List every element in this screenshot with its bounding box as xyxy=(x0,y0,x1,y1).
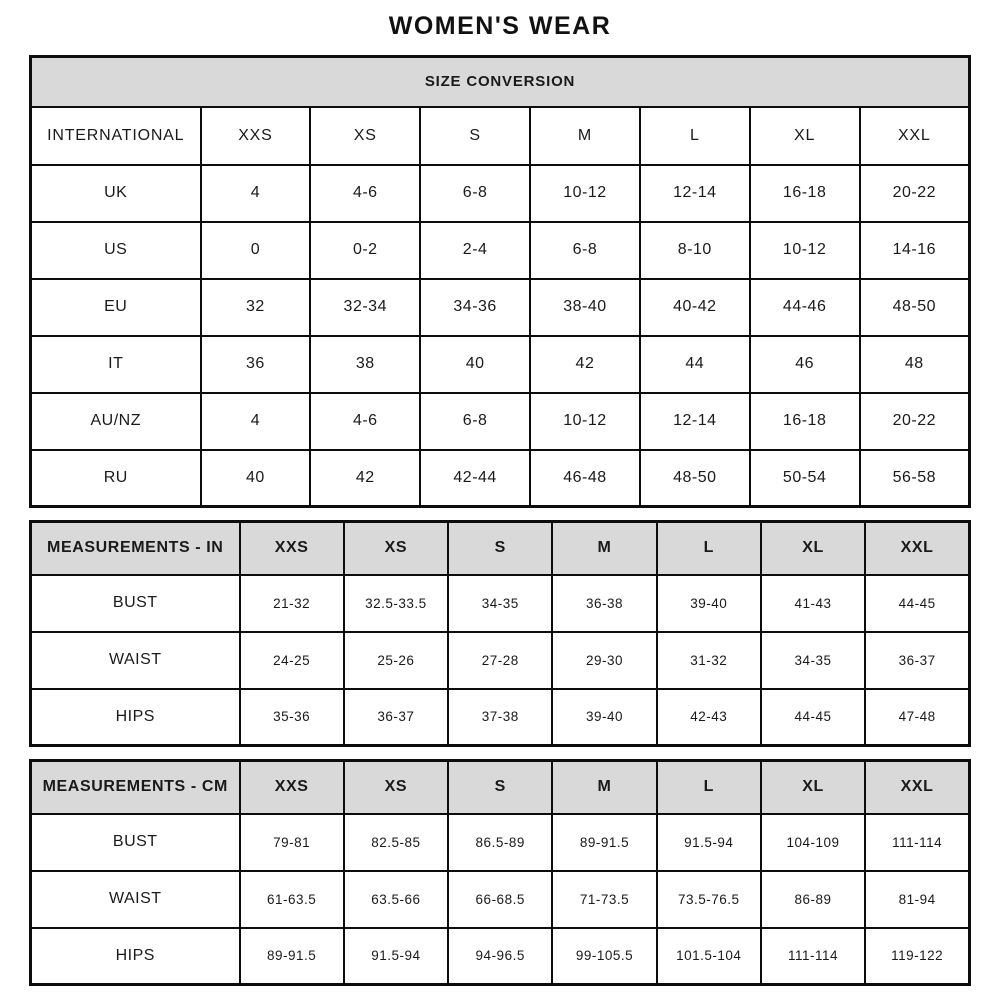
column-header-size: XS xyxy=(344,522,448,575)
row-label-measurement: HIPS xyxy=(31,928,240,985)
size-value-cell: 10-12 xyxy=(530,165,640,222)
row-label-region: US xyxy=(31,222,201,279)
measurement-value-cell: 29-30 xyxy=(552,632,656,689)
measurement-value-cell: 104-109 xyxy=(761,814,865,871)
column-header-size: S xyxy=(420,107,530,165)
column-header-size: XXL xyxy=(865,761,969,814)
measurement-value-cell: 37-38 xyxy=(448,689,552,746)
size-value-cell: 42 xyxy=(530,336,640,393)
table-row xyxy=(31,450,970,507)
size-value-cell: 38-40 xyxy=(530,279,640,336)
measurement-value-cell: 86-89 xyxy=(761,871,865,928)
size-conversion-banner: SIZE CONVERSION xyxy=(31,57,970,107)
size-value-cell: 46 xyxy=(750,336,860,393)
column-header-size: XS xyxy=(310,107,420,165)
size-value-cell: 48-50 xyxy=(860,279,970,336)
measurement-value-cell: 86.5-89 xyxy=(448,814,552,871)
row-label-measurement: HIPS xyxy=(31,689,240,746)
measurement-value-cell: 24-25 xyxy=(240,632,344,689)
measurement-value-cell: 44-45 xyxy=(865,575,969,632)
measurement-value-cell: 81-94 xyxy=(865,871,969,928)
row-label-measurement: BUST xyxy=(31,575,240,632)
size-value-cell: 40-42 xyxy=(640,279,750,336)
table-row xyxy=(31,57,970,107)
measurement-value-cell: 79-81 xyxy=(240,814,344,871)
size-value-cell: 40 xyxy=(201,450,311,507)
size-value-cell: 34-36 xyxy=(420,279,530,336)
column-header-size: L xyxy=(640,107,750,165)
measurement-value-cell: 41-43 xyxy=(761,575,865,632)
size-value-cell: 20-22 xyxy=(860,393,970,450)
size-value-cell: 20-22 xyxy=(860,165,970,222)
measurement-value-cell: 36-37 xyxy=(344,689,448,746)
table-row xyxy=(31,336,970,393)
column-header-size: XXL xyxy=(860,107,970,165)
measurement-value-cell: 21-32 xyxy=(240,575,344,632)
size-value-cell: 36 xyxy=(201,336,311,393)
measurement-value-cell: 82.5-85 xyxy=(344,814,448,871)
size-value-cell: 4 xyxy=(201,165,311,222)
size-value-cell: 44-46 xyxy=(750,279,860,336)
size-value-cell: 10-12 xyxy=(750,222,860,279)
column-header-size: M xyxy=(552,522,656,575)
measurement-value-cell: 39-40 xyxy=(552,689,656,746)
size-value-cell: 4 xyxy=(201,393,311,450)
measurement-value-cell: 25-26 xyxy=(344,632,448,689)
table-row xyxy=(31,761,970,814)
measurement-value-cell: 94-96.5 xyxy=(448,928,552,985)
measurement-value-cell: 101.5-104 xyxy=(657,928,761,985)
column-header-size: L xyxy=(657,761,761,814)
size-value-cell: 6-8 xyxy=(530,222,640,279)
column-header-size: M xyxy=(530,107,640,165)
measurements-cm-table xyxy=(29,759,971,986)
size-value-cell: 0 xyxy=(201,222,311,279)
measurements-header: MEASUREMENTS - CM xyxy=(31,761,240,814)
measurement-value-cell: 73.5-76.5 xyxy=(657,871,761,928)
measurement-value-cell: 27-28 xyxy=(448,632,552,689)
table-row xyxy=(31,632,970,689)
size-value-cell: 56-58 xyxy=(860,450,970,507)
measurement-value-cell: 111-114 xyxy=(865,814,969,871)
column-header-size: XL xyxy=(761,761,865,814)
table-row xyxy=(31,393,970,450)
row-label-region: AU/NZ xyxy=(31,393,201,450)
column-header-size: XL xyxy=(750,107,860,165)
column-header-size: XXS xyxy=(240,522,344,575)
measurement-value-cell: 71-73.5 xyxy=(552,871,656,928)
column-header-size: M xyxy=(552,761,656,814)
table-row xyxy=(31,279,970,336)
size-value-cell: 2-4 xyxy=(420,222,530,279)
size-value-cell: 44 xyxy=(640,336,750,393)
measurement-value-cell: 91.5-94 xyxy=(344,928,448,985)
table-row xyxy=(31,522,970,575)
row-label-region: RU xyxy=(31,450,201,507)
size-value-cell: 0-2 xyxy=(310,222,420,279)
size-value-cell: 38 xyxy=(310,336,420,393)
column-header-international: INTERNATIONAL xyxy=(31,107,201,165)
measurements-header: MEASUREMENTS - IN xyxy=(31,522,240,575)
size-conversion-table xyxy=(29,55,971,508)
size-value-cell: 48 xyxy=(860,336,970,393)
measurement-value-cell: 63.5-66 xyxy=(344,871,448,928)
measurement-value-cell: 42-43 xyxy=(657,689,761,746)
size-value-cell: 12-14 xyxy=(640,165,750,222)
measurement-value-cell: 111-114 xyxy=(761,928,865,985)
column-header-size: L xyxy=(657,522,761,575)
size-value-cell: 14-16 xyxy=(860,222,970,279)
column-header-size: XS xyxy=(344,761,448,814)
measurement-value-cell: 99-105.5 xyxy=(552,928,656,985)
measurement-value-cell: 91.5-94 xyxy=(657,814,761,871)
table-row xyxy=(31,222,970,279)
measurement-value-cell: 34-35 xyxy=(761,632,865,689)
measurement-value-cell: 32.5-33.5 xyxy=(344,575,448,632)
row-label-region: IT xyxy=(31,336,201,393)
table-row xyxy=(31,575,970,632)
column-header-size: XXS xyxy=(201,107,311,165)
size-value-cell: 4-6 xyxy=(310,393,420,450)
size-value-cell: 16-18 xyxy=(750,165,860,222)
measurement-value-cell: 34-35 xyxy=(448,575,552,632)
size-value-cell: 32-34 xyxy=(310,279,420,336)
row-label-region: UK xyxy=(31,165,201,222)
table-row xyxy=(31,689,970,746)
measurement-value-cell: 39-40 xyxy=(657,575,761,632)
measurement-value-cell: 89-91.5 xyxy=(240,928,344,985)
column-header-size: XXL xyxy=(865,522,969,575)
row-label-region: EU xyxy=(31,279,201,336)
measurement-value-cell: 36-38 xyxy=(552,575,656,632)
size-value-cell: 48-50 xyxy=(640,450,750,507)
table-row xyxy=(31,107,970,165)
column-header-size: S xyxy=(448,522,552,575)
size-value-cell: 50-54 xyxy=(750,450,860,507)
measurement-value-cell: 44-45 xyxy=(761,689,865,746)
measurement-value-cell: 89-91.5 xyxy=(552,814,656,871)
measurement-value-cell: 66-68.5 xyxy=(448,871,552,928)
measurement-value-cell: 36-37 xyxy=(865,632,969,689)
column-header-size: XXS xyxy=(240,761,344,814)
row-label-measurement: BUST xyxy=(31,814,240,871)
size-value-cell: 8-10 xyxy=(640,222,750,279)
size-value-cell: 42 xyxy=(310,450,420,507)
table-row xyxy=(31,814,970,871)
page-title: WOMEN'S WEAR xyxy=(388,12,612,40)
measurement-value-cell: 119-122 xyxy=(865,928,969,985)
size-value-cell: 10-12 xyxy=(530,393,640,450)
measurement-value-cell: 47-48 xyxy=(865,689,969,746)
table-row xyxy=(31,871,970,928)
table-row xyxy=(31,928,970,985)
column-header-size: S xyxy=(448,761,552,814)
row-label-measurement: WAIST xyxy=(31,871,240,928)
size-value-cell: 4-6 xyxy=(310,165,420,222)
measurement-value-cell: 61-63.5 xyxy=(240,871,344,928)
size-value-cell: 16-18 xyxy=(750,393,860,450)
measurement-value-cell: 35-36 xyxy=(240,689,344,746)
size-value-cell: 40 xyxy=(420,336,530,393)
column-header-size: XL xyxy=(761,522,865,575)
size-value-cell: 6-8 xyxy=(420,165,530,222)
size-value-cell: 12-14 xyxy=(640,393,750,450)
table-row xyxy=(31,165,970,222)
size-value-cell: 32 xyxy=(201,279,311,336)
size-value-cell: 46-48 xyxy=(530,450,640,507)
size-value-cell: 6-8 xyxy=(420,393,530,450)
row-label-measurement: WAIST xyxy=(31,632,240,689)
measurement-value-cell: 31-32 xyxy=(657,632,761,689)
size-value-cell: 42-44 xyxy=(420,450,530,507)
measurements-in-table xyxy=(29,520,971,747)
